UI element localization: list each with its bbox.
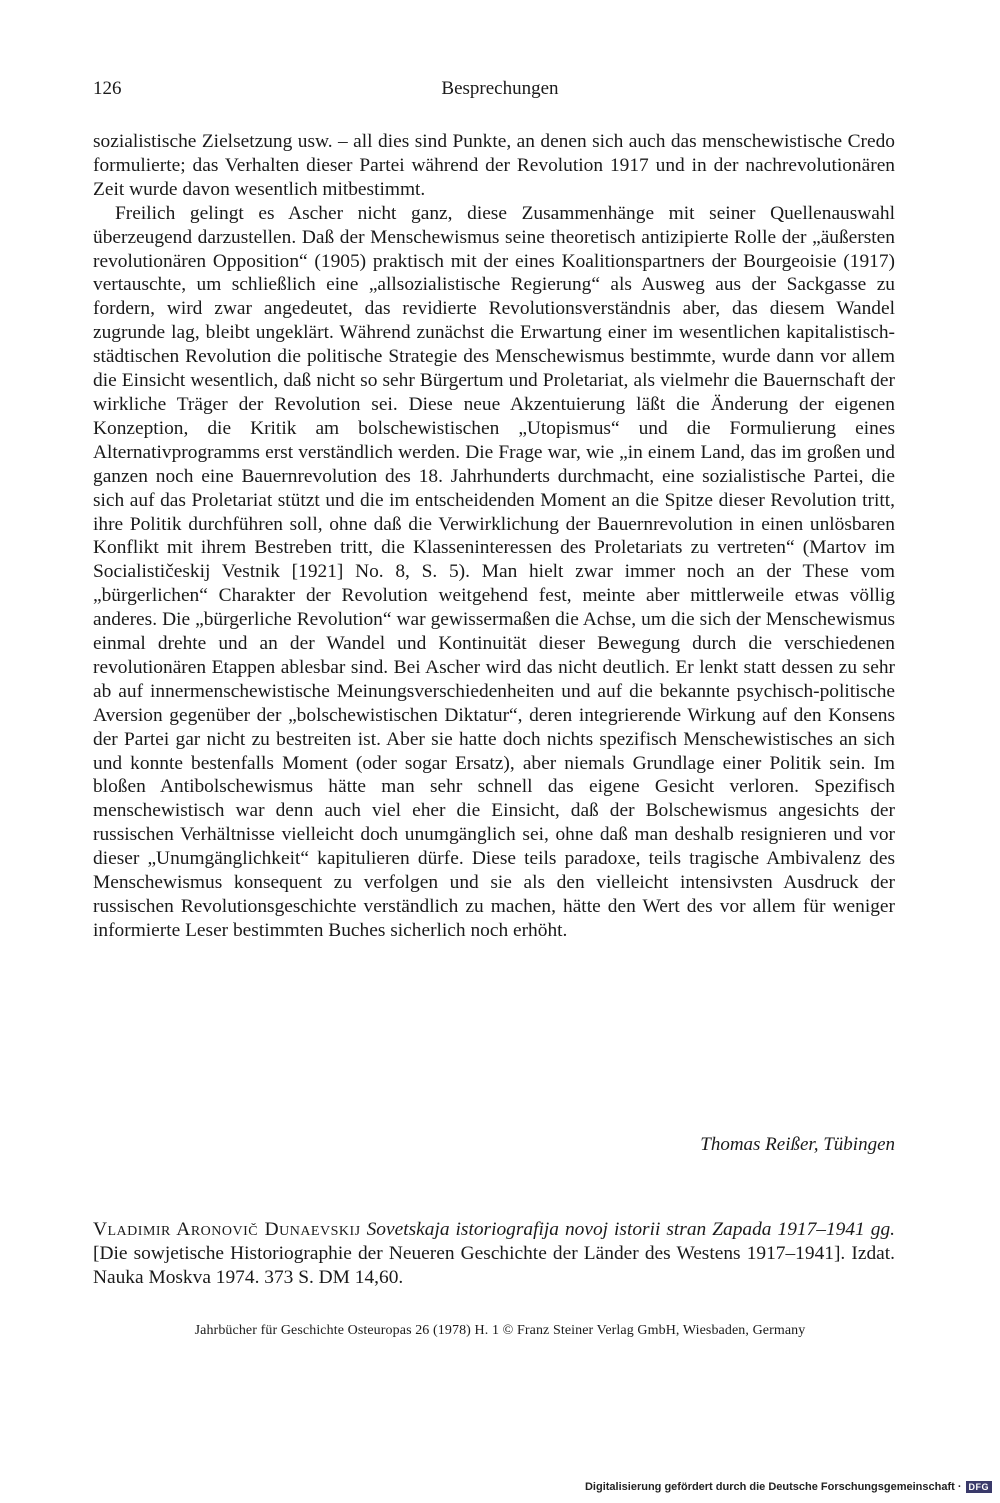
book-author: Vladimir Aronovič Dunaevskij (93, 1219, 361, 1240)
journal-footer: Jahrbücher für Geschichte Osteuropas 26 (1978) H. 1 © Franz Steiner Verlag GmbH, Wiesbaden, Germany (194, 1323, 806, 1338)
dfg-logo: DFG (966, 1481, 993, 1493)
running-head: Besprechungen (441, 78, 559, 99)
digitization-note (585, 1481, 992, 1493)
paragraph-1: sozialistische Zielsetzung usw. – all dies sind Punkte, an denen sich auch das menschewistische Credo formulierte; das Verhalten dieser Partei während der Revolution 1917 und in der nachrevolutionären Zeit wurde davon wesentlich mitbestimmt. (93, 131, 895, 200)
paragraph-2: Freilich gelingt es Ascher nicht ganz, diese Zusammenhänge mit seiner Quellenauswahl überzeugend darzustellen. Daß der Menschewismus seine theoretisch antizipierte Rolle der „äußersten revolutionären Opposition“ (1905) praktisch mit der eines Koalitionspartners der Bourgeoisie (1917) vertauschte, um schließlich eine „allsozialistische Regierung“ als Ausweg aus der Sackgasse zu fordern, wird zwar angedeutet, das revidierte Revolutionsverständnis aber, das diesem Wandel zugrunde lag, bleibt ungeklärt. Während zunächst die Erwartung einer im wesentlichen kapitalistisch-städtischen Revolution die politische Strategie des Menschewismus bestimmte, wurde dann vor allem die Einsicht wesentlich, daß nicht so sehr Bürgertum und Proletariat, als vielmehr die Bauernschaft der wirkliche Träger der Revolution sei. Diese neue Akzentuierung läßt die Änderung der eigenen Konzeption, die Kritik am bolschewistischen „Utopismus“ und die Formulierung eines Alternativprogramms erst verständlich werden. Die Frage war, wie „in einem Land, das im großen und ganzen noch eine Bauernrevolution des 18. Jahrhunderts durchmacht, eine sozialistische Partei, die sich auf das Proletariat stützt und die im entscheidenden Moment an die Spitze dieser Revolution tritt, ihre Politik durchführen soll, ohne daß die Verwirklichung der Bauernrevolution in einen unlösbaren Konflikt mit ihrem Bestreben tritt, die Klasseninteressen des Proletariats zu vertreten“ (Martov im Socialističeskij Vestnik [1921] No. 8, S. 5). Man hielt zwar immer noch an der These vom „bürgerlichen“ Charakter der Revolution weitgehend fest, meinte aber mittlerweile etwas völlig anderes. Die „bürgerliche Revolution“ war gewissermaßen die Achse, um die sich der Menschewismus einmal drehte und an der Wandel und Kontinuität dieser Bewegung durch die verschiedenen revolutionären Etappen ablesbar sind. Bei Ascher wird das nicht deutlich. Er lenkt statt dessen zu sehr ab auf innermenschewistische Meinungsverschiedenheiten und auf die bekannte psychisch-politische Aversion gegenüber der „bolschewistischen Diktatur“, deren integrierende Wirkung auf den Konsens der Partei gar nicht zu bestreiten ist. Aber sie hatte doch nichts spezifisch Menschewistisches an sich und konnte bestenfalls Moment (oder sogar Ersatz), aber niemals Grundlage einer Politik sein. Im bloßen Antibolschewismus hätte man sehr schnell das eigene Gesicht verloren. Spezifisch menschewistisch war denn auch viel eher die Einsicht, daß der Bolschewismus angesichts der russischen Verhältnisse vielleicht doch unumgänglich sei, ohne daß man deshalb resignieren und vor dieser „Unumgänglichkeit“ kapitulieren dürfe. Diese teils paradoxe, teils tragische Ambivalenz des Menschewismus konsequent zu verfolgen und sie als den vielleicht intensivsten Ausdruck der russischen Revolutionsgeschichte verständlich zu machen, hätte den Wert des vor allem für weniger informierte Leser bestimmten Buches sicherlich noch erhöht. (93, 202, 895, 941)
reviewer-signature: Thomas Reißer, Tübingen (700, 1134, 895, 1155)
book-title: Sovetskaja istoriografija novoj istorii stran Zapada 1917–1941 gg. (366, 1219, 895, 1240)
page-number: 126 (93, 78, 122, 99)
book-details: [Die sowjetische Historiographie der Neueren Geschichte der Länder des Westens 1917–1941]. Izdat. Nauka Moskva 1974. 373 S. DM 14,60. (93, 1243, 895, 1288)
next-review-heading (93, 1218, 895, 1290)
digitization-text: Digitalisierung gefördert durch die Deutsche Forschungsgemeinschaft · (584, 1481, 962, 1493)
review-body (93, 130, 895, 943)
